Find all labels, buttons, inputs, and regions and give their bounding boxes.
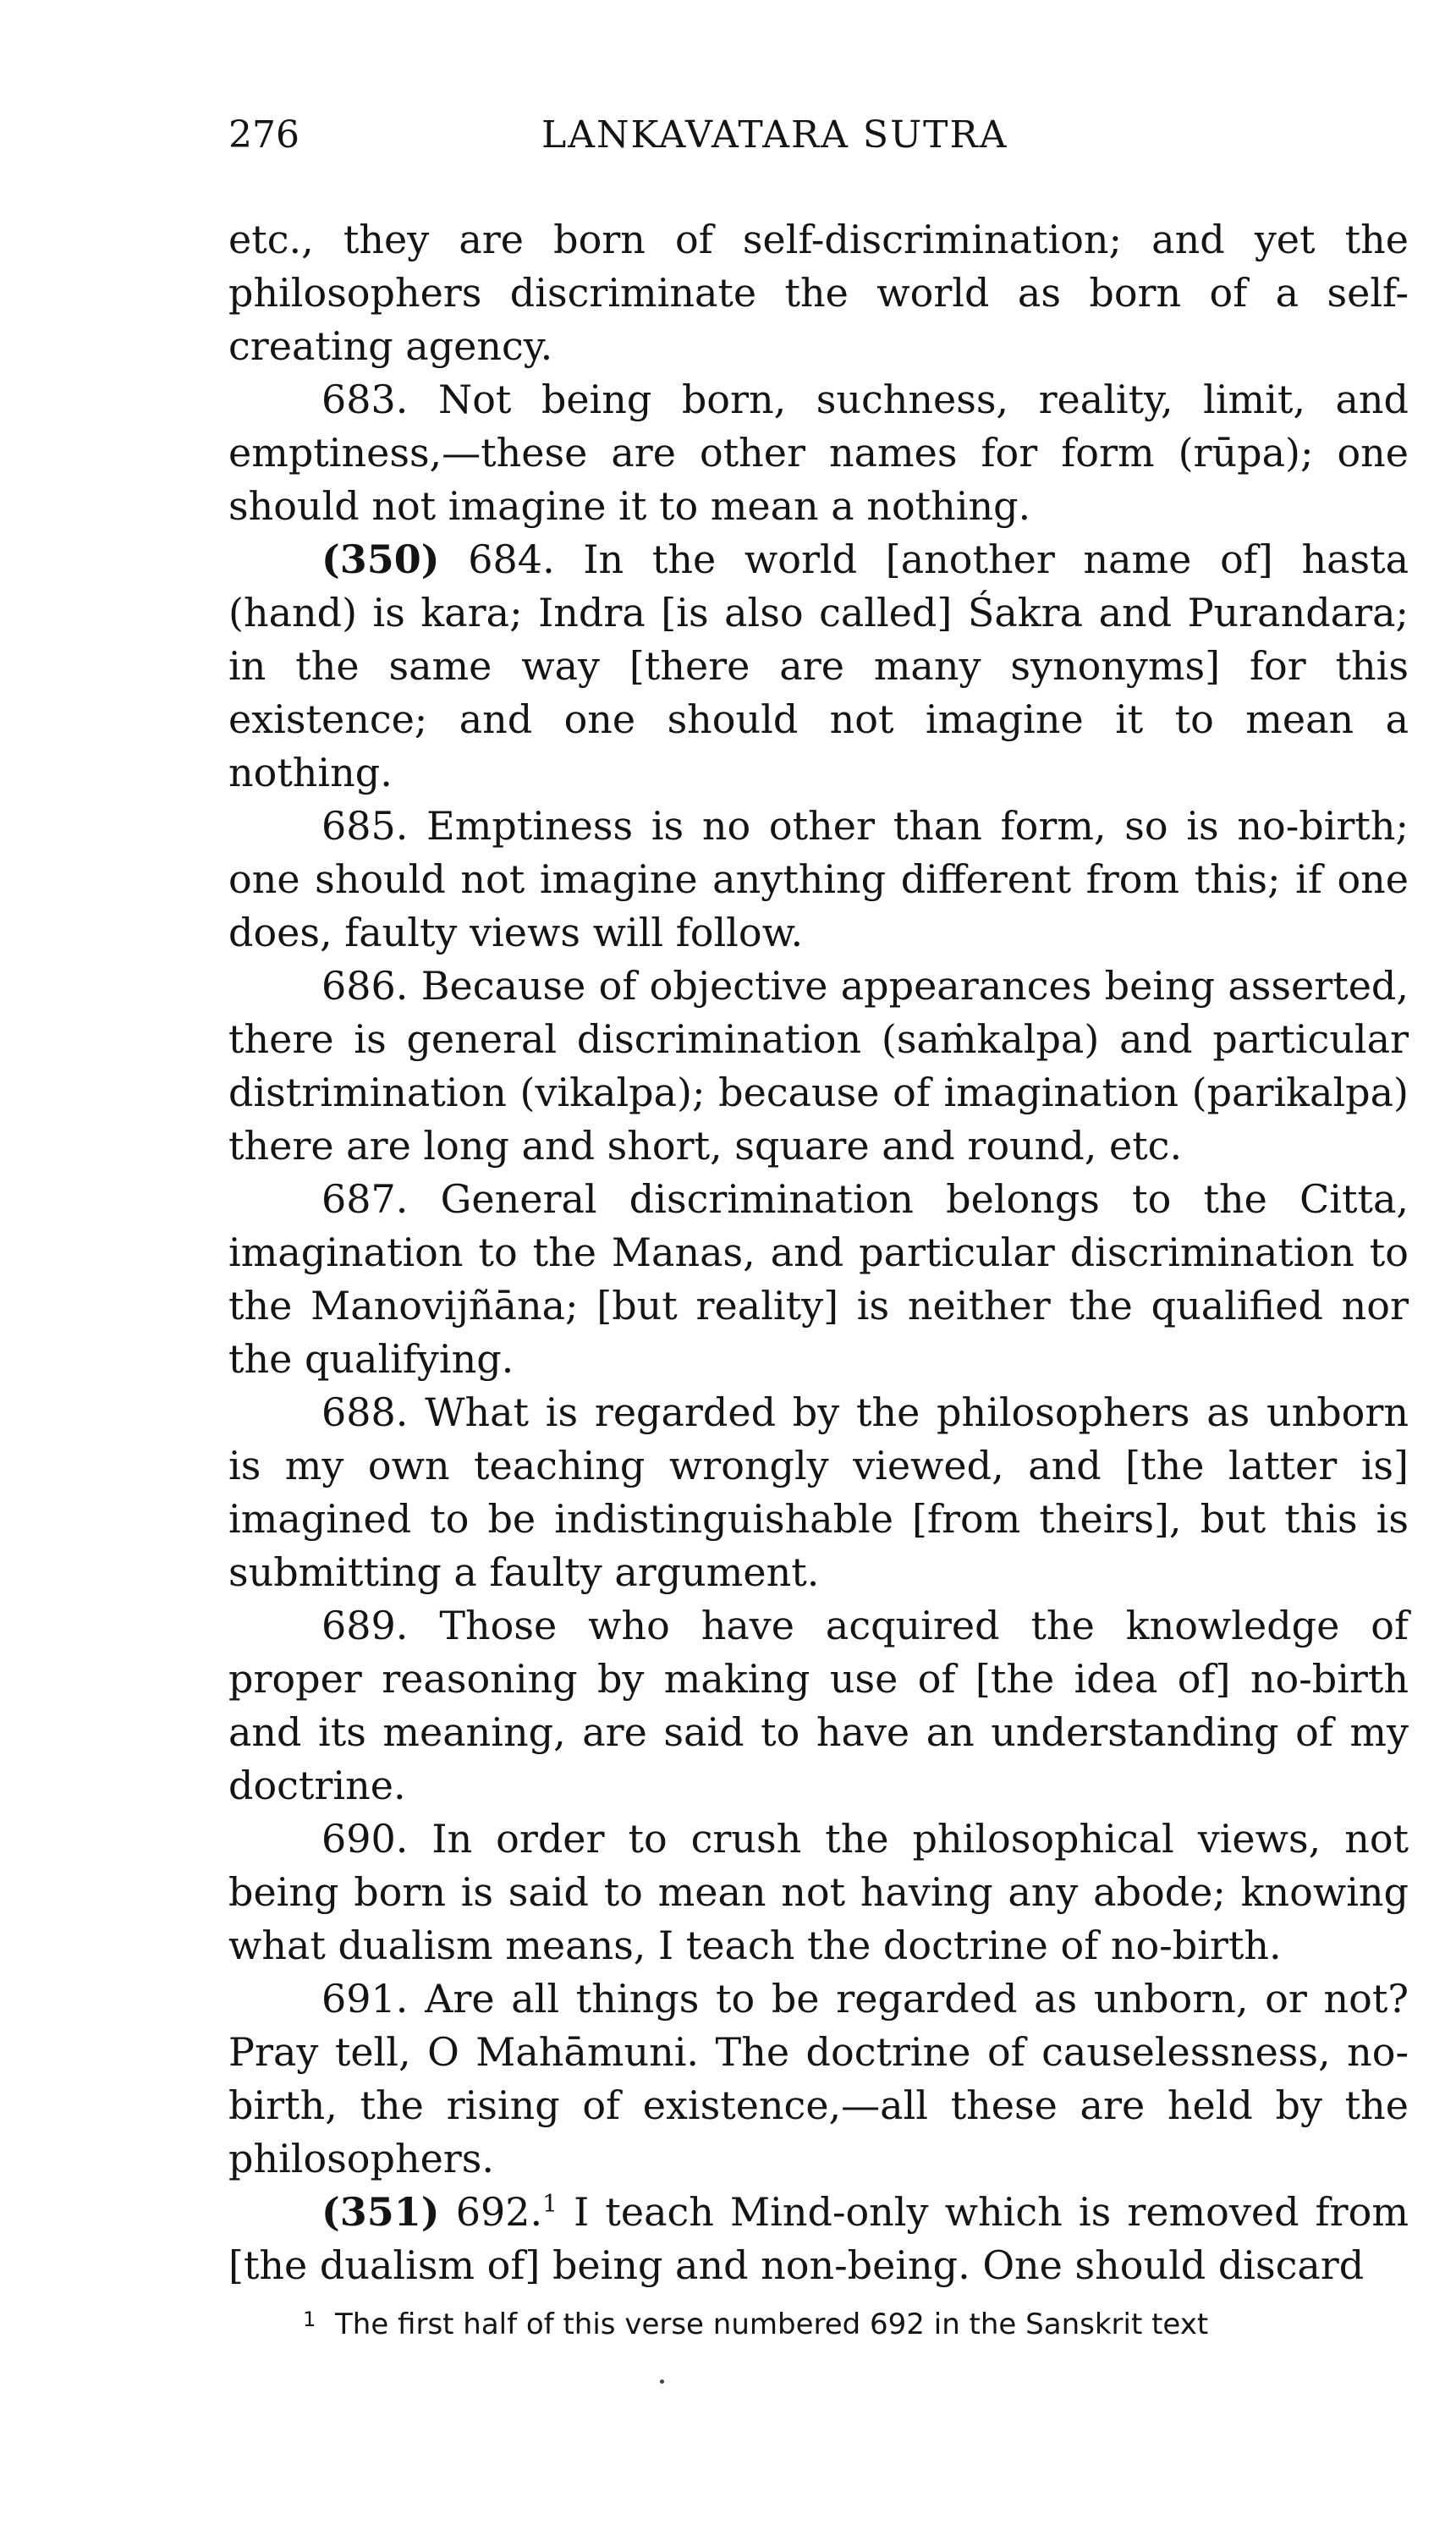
verse-number: 684. xyxy=(468,536,555,582)
verse-686 xyxy=(228,960,1409,1173)
verse-690 xyxy=(228,1813,1409,1972)
verse-689 xyxy=(228,1599,1409,1813)
footnote-marker: 1 xyxy=(542,2189,558,2218)
page-number: 276 xyxy=(228,113,299,157)
verse-text: Because of objective appearances being asserted, there is general discrimination (saṁkalpa) and particular distrimination (vikalpa); because of imagination (parikalpa) there are long and short, square and round, etc. xyxy=(228,963,1409,1169)
verse-number: 691. xyxy=(321,1976,409,2022)
verse-685 xyxy=(228,800,1409,960)
verse-688 xyxy=(228,1386,1409,1599)
verse-684 xyxy=(228,533,1409,800)
verse-692 xyxy=(228,2186,1409,2292)
verse-text: Not being born, suchness, reality, limit, and emptiness,—these are other names for form (rūpa); one should not imagine it to mean a nothing. xyxy=(228,377,1409,529)
book-page xyxy=(228,102,1409,2345)
verse-text: What is regarded by the philosophers as unborn is my own teaching wrongly viewed, and [the latter is] imagined to be indistinguishable [from theirs], but this is submitting a faulty argument. xyxy=(228,1389,1409,1595)
footnote-text: The first half of this verse numbered 692 in the Sanskrit text xyxy=(335,2308,1209,2341)
verse-number: 685. xyxy=(321,803,409,849)
verse-text: In the world [another name of] hasta (hand) is kara; Indra [is also called] Śakra and Purandara; in the same way [there are many synonyms] for this existence; and one should not imagine it to mean a nothing. xyxy=(228,536,1409,795)
verse-text: I teach Mind-only which is removed from [the dualism of] being and non-being. One should discard xyxy=(228,2189,1409,2288)
verse-text: In order to crush the philosophical views, not being born is said to mean not having any abode; knowing what dualism means, I teach the doctrine of no-birth. xyxy=(228,1816,1409,1968)
footnote xyxy=(228,2304,1409,2345)
sanskrit-page-ref: (350) xyxy=(321,536,440,582)
paragraph-text: etc., they are born of self-discrimination; and yet the philosophers discriminate the world as born of a self-creating agency. xyxy=(228,217,1409,369)
paragraph-continuation xyxy=(228,213,1409,373)
verse-text: Emptiness is no other than form, so is no-birth; one should not imagine anything different from this; if one does, faulty views will follow. xyxy=(228,803,1409,955)
verse-number: 686. xyxy=(321,963,409,1009)
verse-number: 683. xyxy=(321,377,409,422)
verse-text: General discrimination belongs to the Citta, imagination to the Manas, and particular discrimination to the Manovijñāna; [but reality] is neither the qualified nor the qualifying. xyxy=(228,1176,1409,1382)
verse-683 xyxy=(228,373,1409,533)
print-speck xyxy=(660,2379,664,2384)
verse-text: Are all things to be regarded as unborn, or not? Pray tell, O Mahāmuni. The doctrine of causelessness, no-birth, the rising of existence,—all these are held by the philosophers. xyxy=(228,1976,1409,2181)
body-text xyxy=(228,213,1409,2292)
verse-691 xyxy=(228,1972,1409,2186)
running-title: LANKAVATARA SUTRA xyxy=(541,113,1008,157)
verse-number: 692. xyxy=(455,2189,543,2235)
verse-label xyxy=(321,2189,558,2235)
verse-number: 687. xyxy=(321,1176,409,1222)
verse-number: 689. xyxy=(321,1603,409,1648)
footnote-number: 1 xyxy=(303,2308,316,2331)
verse-number: 690. xyxy=(321,1816,409,1862)
verse-label xyxy=(321,536,555,582)
verse-text: Those who have acquired the knowledge of proper reasoning by making use of [the idea of] no-birth and its meaning, are said to have an understanding of my doctrine. xyxy=(228,1603,1409,1808)
running-head xyxy=(228,102,1409,169)
verse-number: 688. xyxy=(321,1389,409,1435)
sanskrit-page-ref: (351) xyxy=(321,2189,440,2235)
verse-687 xyxy=(228,1173,1409,1386)
